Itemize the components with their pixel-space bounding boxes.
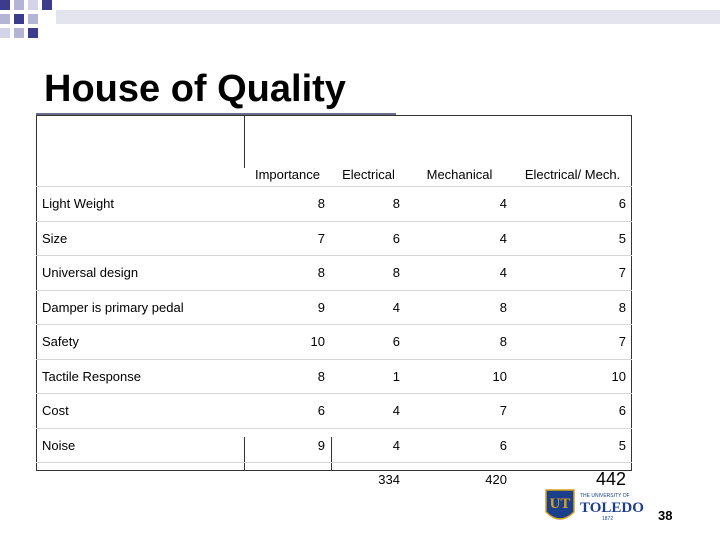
cell-value: 9 [244,428,331,463]
header-cell: Electrical [342,167,395,182]
cell-value: 9 [244,290,331,325]
row-label: Universal design [36,256,244,291]
cell-value: 7 [406,394,513,429]
table-row [36,187,632,222]
cell-value: 8 [244,187,331,222]
table-row [36,221,632,256]
row-label: Light Weight [36,187,244,222]
cell-value: 10 [244,325,331,360]
cell-value: 4 [331,290,406,325]
total-mechanical: 420 [406,463,513,497]
university-logo-graphic [544,488,644,528]
table-row [36,325,632,360]
table-row [36,256,632,291]
header-cell: Importance [254,167,321,182]
cell-value: 8 [513,290,632,325]
row-label: Size [36,221,244,256]
cell-value: 8 [406,290,513,325]
university-logo [544,488,644,528]
cell-value: 4 [406,221,513,256]
row-label: Tactile Response [36,359,244,394]
deco-square [28,0,38,10]
cell-value: 1 [331,359,406,394]
cell-value: 10 [513,359,632,394]
deco-square [42,0,52,10]
cell-value: 10 [406,359,513,394]
header-cell [36,115,244,187]
deco-square [0,0,10,10]
totals-cell [244,463,331,497]
cell-value: 7 [244,221,331,256]
slide-title: House of Quality [44,68,346,110]
cell-value: 7 [513,325,632,360]
header-cell: Electrical/ Mech. [524,167,621,182]
logo-small-text: THE UNIVERSITY OF [580,493,630,499]
cell-value: 6 [513,394,632,429]
cell-value: 6 [244,394,331,429]
deco-square [0,28,10,38]
row-label: Cost [36,394,244,429]
total-electrical: 334 [331,463,406,497]
cell-value: 4 [331,428,406,463]
deco-square [14,28,24,38]
deco-square [28,14,38,24]
table-row [36,290,632,325]
totals-cell [36,463,244,497]
totals-row [36,463,632,497]
cell-value: 8 [331,256,406,291]
table-header-row [36,115,632,187]
cell-value: 6 [513,187,632,222]
deco-square [28,28,38,38]
header-cell: Mechanical [426,167,493,182]
cell-value: 8 [406,325,513,360]
table-row [36,359,632,394]
deco-square [14,14,24,24]
house-of-quality-table [36,115,632,497]
total-electrical-mech: 442 [513,463,632,497]
deco-square [14,0,24,10]
row-label: Safety [36,325,244,360]
logo-year: 1872 [602,516,614,522]
deco-square [0,14,10,24]
cell-value: 4 [406,187,513,222]
logo-name: TOLEDO [580,500,644,516]
row-label: Damper is primary pedal [36,290,244,325]
cell-value: 8 [244,256,331,291]
cell-value: 6 [331,325,406,360]
page-number: 38 [658,508,673,523]
cell-value: 8 [331,187,406,222]
table-row [36,394,632,429]
cell-value: 5 [513,221,632,256]
row-label: Noise [36,428,244,463]
header-bar [56,10,720,24]
cell-value: 4 [406,256,513,291]
cell-value: 8 [244,359,331,394]
cell-value: 6 [406,428,513,463]
cell-value: 5 [513,428,632,463]
cell-value: 6 [331,221,406,256]
cell-value: 4 [331,394,406,429]
table-row [36,428,632,463]
logo-monogram: UT [549,496,571,512]
cell-value: 7 [513,256,632,291]
